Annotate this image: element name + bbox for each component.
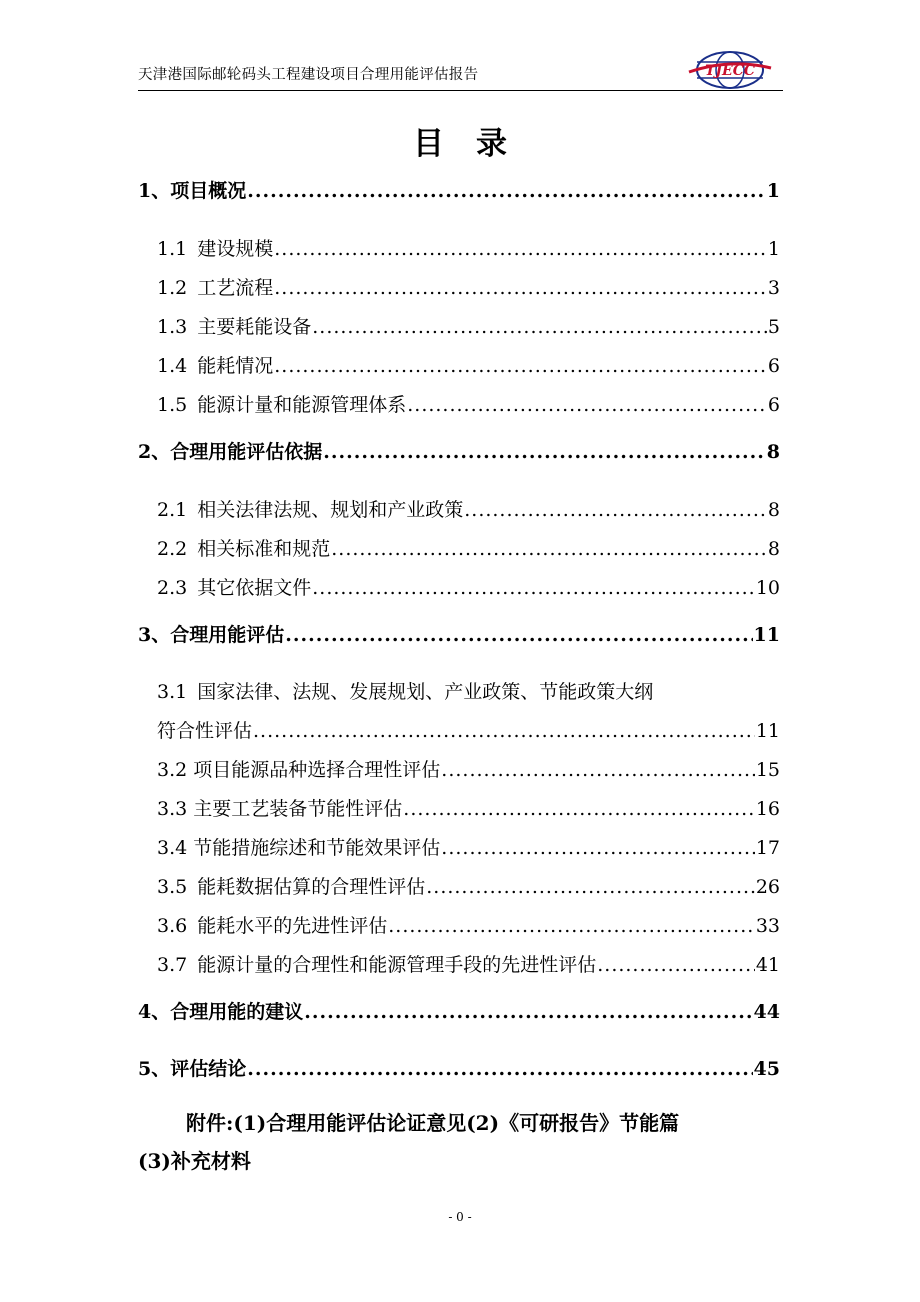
- toc-entry-text: 主要耗能设备: [197, 316, 312, 338]
- toc-entry-page: 1: [767, 238, 780, 260]
- toc-entry-text: 能耗情况: [197, 355, 274, 377]
- toc-entry-number: 2.2: [157, 538, 188, 560]
- toc-entry-number: 2.3: [157, 577, 188, 599]
- toc-entry-page: 6: [767, 355, 780, 377]
- toc-entry[interactable]: [157, 351, 780, 378]
- toc-entry-text: 相关标准和规范: [197, 538, 331, 560]
- toc-entry[interactable]: [157, 390, 780, 417]
- toc-entry-text: 能耗数据估算的合理性评估: [197, 876, 426, 898]
- toc-entry-text: 能源计量和能源管理体系: [197, 394, 407, 416]
- toc-entry-wrapped[interactable]: [157, 677, 653, 704]
- toc-entry-number: 5、: [138, 1058, 171, 1080]
- toc-entry-number: 2、: [138, 441, 171, 463]
- toc-leader: [441, 837, 755, 859]
- toc-entry-page: 3: [767, 277, 780, 299]
- toc-entry-number: 3.5: [157, 876, 188, 898]
- toc-entry-text: 能源计量的合理性和能源管理手段的先进性评估: [197, 954, 597, 976]
- toc-entry-text: 主要工艺装备节能性评估: [193, 798, 403, 820]
- toc-entry-page: 33: [755, 915, 780, 937]
- toc-entry-continuation[interactable]: [157, 716, 780, 743]
- header-title: 天津港国际邮轮码头工程建设项目合理用能评估报告: [138, 67, 479, 83]
- toc-entry-page: 44: [753, 1001, 780, 1023]
- toc-entry[interactable]: [157, 273, 780, 300]
- toc-entry[interactable]: [157, 534, 780, 561]
- toc-entry-text: 项目概况: [170, 180, 247, 202]
- toc-entry-text: 合理用能评估依据: [170, 441, 323, 463]
- toc-entry[interactable]: [157, 872, 780, 899]
- toc-entry-page: 6: [767, 394, 780, 416]
- page-number: - 0 -: [448, 1210, 472, 1224]
- toc-entry-number: 1.3: [157, 316, 188, 338]
- toc-entry-page: 5: [767, 316, 780, 338]
- toc-entry-number: 1.1: [157, 238, 188, 260]
- toc-entry[interactable]: [157, 755, 780, 782]
- toc-entry[interactable]: [138, 997, 780, 1024]
- toc-entry[interactable]: [157, 794, 780, 821]
- toc-leader: [274, 238, 767, 260]
- toc-entry[interactable]: [138, 1054, 780, 1081]
- toc-entry-page: 45: [753, 1058, 780, 1080]
- toc-entry-text: 合理用能评估: [170, 624, 285, 646]
- appendix-note: [138, 1104, 780, 1180]
- toc-entry-text: 能耗水平的先进性评估: [197, 915, 388, 937]
- toc-entry-text: 合理用能的建议: [170, 1001, 304, 1023]
- toc-leader: [312, 316, 767, 338]
- appendix-line-1: 附件:(1)合理用能评估论证意见(2)《可研报告》节能篇: [186, 1111, 680, 1135]
- toc-leader: [464, 499, 767, 521]
- toc-leader: [441, 759, 755, 781]
- page-header: [138, 48, 783, 91]
- toc-entry-text: 节能措施综述和节能效果评估: [193, 837, 441, 859]
- toc-entry-number: 1.2: [157, 277, 188, 299]
- toc-leader: [407, 394, 767, 416]
- toc-entry[interactable]: [157, 911, 780, 938]
- toc-leader: [285, 624, 752, 646]
- toc-entry-number: 1.4: [157, 355, 188, 377]
- toc-leader: [253, 720, 755, 742]
- toc-leader: [597, 954, 755, 976]
- toc-entry-number: 1、: [138, 180, 171, 202]
- toc-leader: [247, 180, 766, 202]
- company-logo: [687, 50, 773, 90]
- toc-entry[interactable]: [138, 620, 780, 647]
- toc-entry-page: 8: [766, 441, 780, 463]
- toc-leader: [403, 798, 755, 820]
- toc-entry-number: 3.4: [157, 837, 188, 859]
- toc-entry-number: 1.5: [157, 394, 188, 416]
- toc-entry-page: 10: [755, 577, 780, 599]
- toc-entry-page: 17: [755, 837, 780, 859]
- toc-entry-page: 1: [766, 180, 780, 202]
- toc-leader: [274, 277, 767, 299]
- toc-entry-number: 4、: [138, 1001, 171, 1023]
- toc-entry[interactable]: [138, 437, 780, 464]
- toc-entry-page: 26: [755, 876, 780, 898]
- toc-entry-text: 符合性评估: [157, 720, 253, 742]
- toc-leader: [388, 915, 755, 937]
- toc-entry[interactable]: [157, 495, 780, 522]
- toc-entry-number: 3.6: [157, 915, 188, 937]
- toc-title: 目录: [413, 126, 539, 162]
- toc-entry-text: 工艺流程: [197, 277, 274, 299]
- toc-entry-number: 2.1: [157, 499, 188, 521]
- toc-leader: [331, 538, 767, 560]
- toc-leader: [304, 1001, 752, 1023]
- toc-entry-page: 16: [755, 798, 780, 820]
- toc-entry[interactable]: [157, 234, 780, 261]
- appendix-line-2: (3)补充材料: [138, 1149, 251, 1173]
- toc-entry-page: 11: [753, 624, 780, 646]
- toc-entry-text: 评估结论: [170, 1058, 247, 1080]
- toc-entry-number: 3.7: [157, 954, 188, 976]
- toc-leader: [274, 355, 767, 377]
- toc-leader: [247, 1058, 752, 1080]
- toc-entry-page: 8: [767, 499, 780, 521]
- toc-entry[interactable]: [157, 833, 780, 860]
- toc-entry-page: 11: [755, 720, 780, 742]
- toc-entry-number: 3.1: [157, 681, 188, 703]
- toc-entry[interactable]: [138, 176, 780, 203]
- toc-entry-text: 其它依据文件: [197, 577, 312, 599]
- toc-entry-text: 国家法律、法规、发展规划、产业政策、节能政策大纲: [197, 681, 654, 703]
- toc-entry-text: 建设规模: [197, 238, 274, 260]
- toc-entry-page: 8: [767, 538, 780, 560]
- toc-entry-page: 41: [755, 954, 780, 976]
- toc-leader: [426, 876, 755, 898]
- toc-entry-number: 3.3: [157, 798, 188, 820]
- toc-entry[interactable]: [157, 312, 780, 339]
- toc-leader: [312, 577, 755, 599]
- logo-text: TJECC: [705, 63, 755, 79]
- toc-entry[interactable]: [157, 950, 780, 977]
- toc-entry-text: 项目能源品种选择合理性评估: [193, 759, 441, 781]
- toc-entry[interactable]: [157, 573, 780, 600]
- toc-entry-text: 相关法律法规、规划和产业政策: [197, 499, 464, 521]
- toc-entry-page: 15: [755, 759, 780, 781]
- toc-leader: [323, 441, 766, 463]
- toc-entry-number: 3.2: [157, 759, 188, 781]
- toc-entry-number: 3、: [138, 624, 171, 646]
